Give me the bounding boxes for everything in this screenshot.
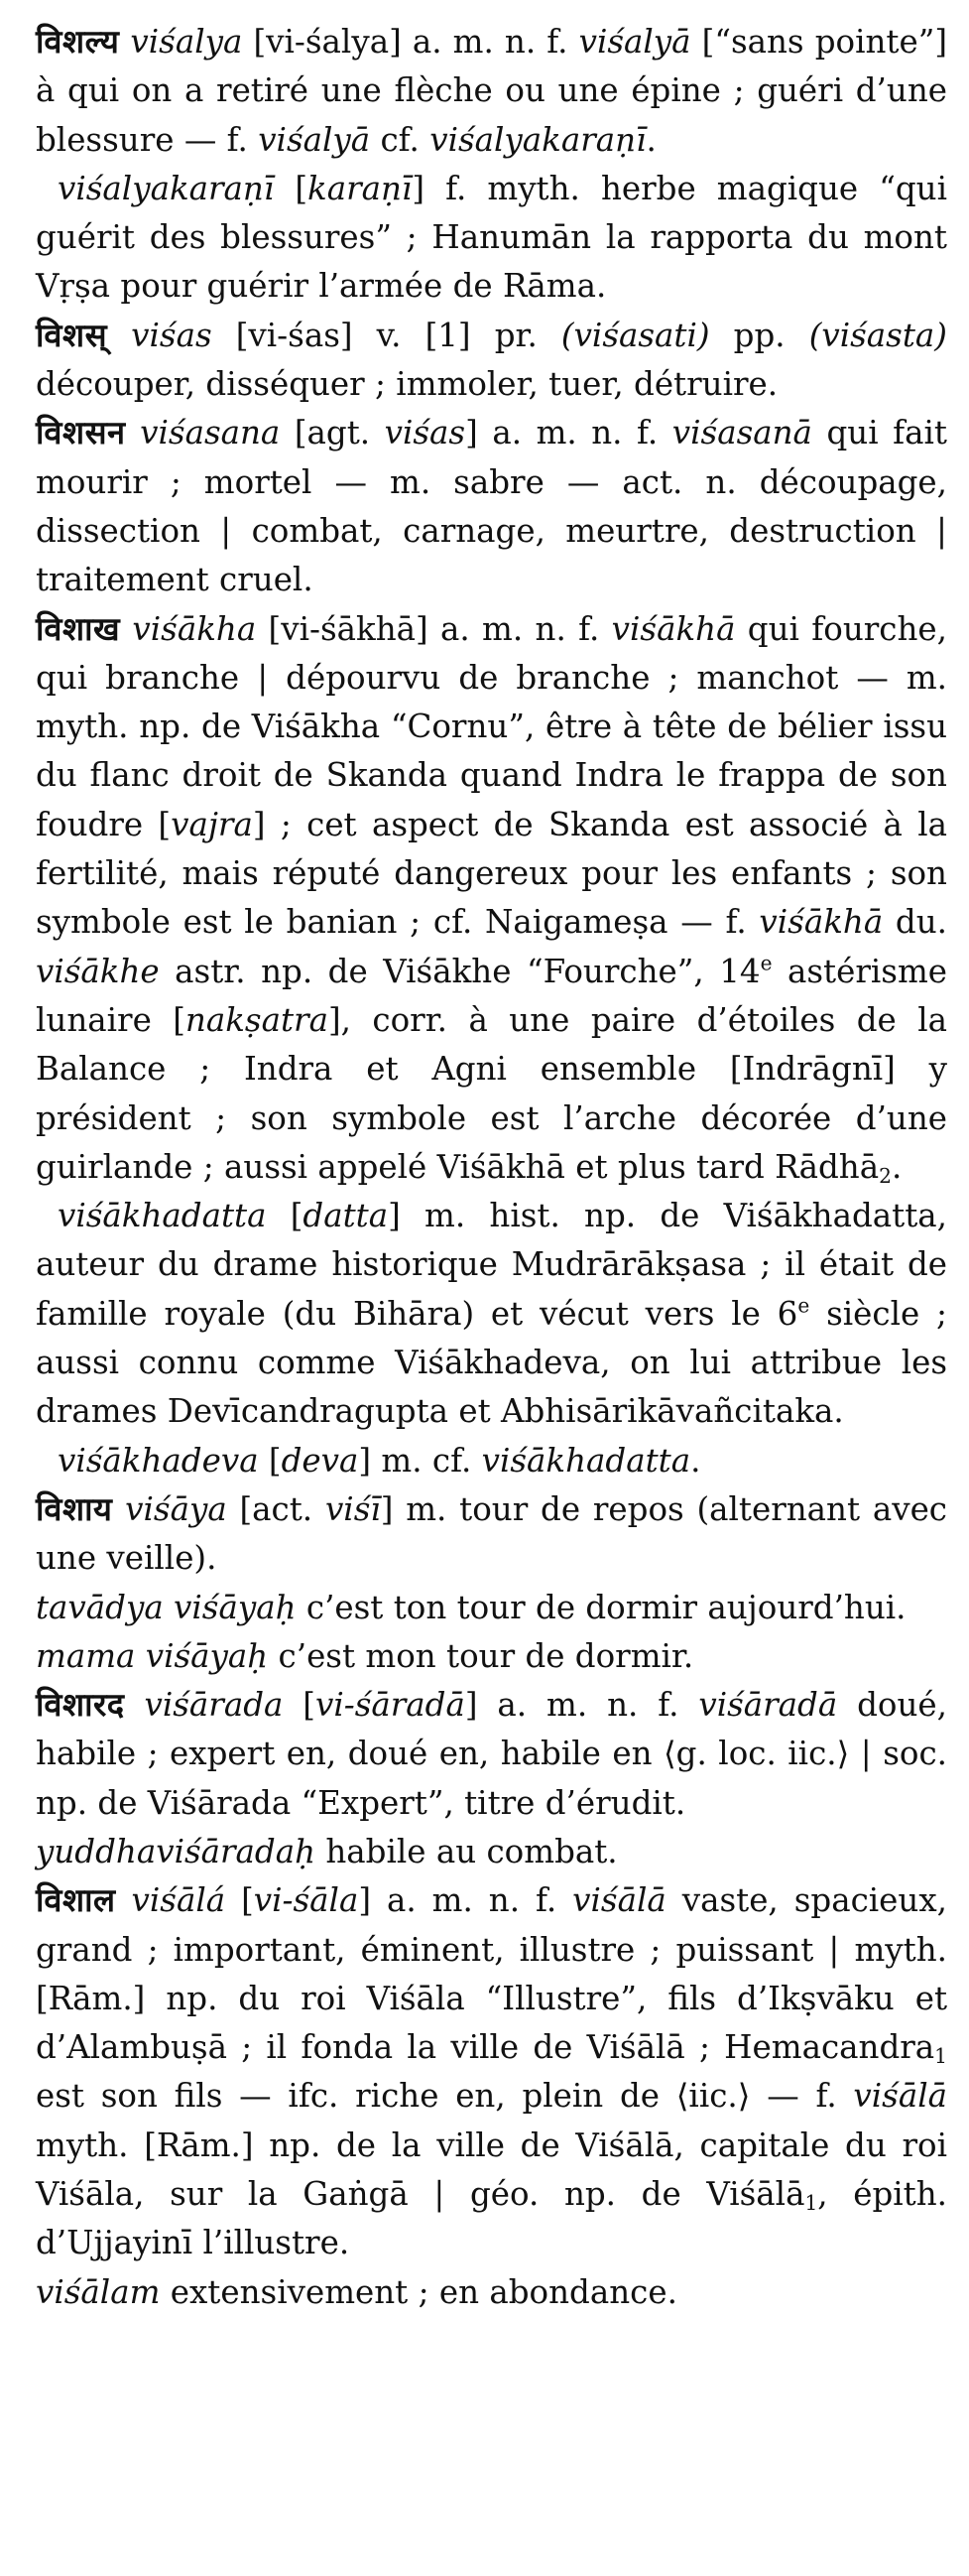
headword-devanagari: विशारद: [36, 1686, 125, 1725]
example-phrase: yuddhaviśāradaḥ habile au combat.: [36, 1832, 618, 1870]
headword-devanagari: विशाख: [36, 609, 121, 648]
headword-devanagari: विशस्: [36, 316, 108, 354]
entry-visasana: विशसन viśasana [agt. viśas] a. m. n. f. viśasanā qui fait mourir ; mortel — m. sabre — act. n. découpage, dissection | combat, carnage, meurtre, destruction | traitement cruel.: [36, 414, 947, 599]
example-phrase: viśālam extensivement ; en abondance.: [36, 2272, 677, 2311]
example-phrase: tavādya viśāyaḥ c’est ton tour de dormir aujourd’hui.: [36, 1588, 907, 1626]
subentry-visakhadeva: viśākhadeva [deva] m. cf. viśākhadatta.: [58, 1441, 701, 1480]
headword-transliteration: viśas: [131, 316, 212, 354]
headword-transliteration: viśāya: [125, 1489, 227, 1528]
entry-visas: विशस् viśas [vi-śas] v. [1] pr. (viśasati) pp. (viśasta) découper, disséquer ; immoler, tuer, détruire.: [36, 316, 947, 404]
entry-visalya: विशल्य viśalya [vi-śalya] a. m. n. f. viśalyā [“sans pointe”] à qui on a retiré une flèche ou une épine ; guéri d’une blessure — f. viśalyā cf. viśalyakaraṇī.: [36, 23, 947, 159]
headword-devanagari: विशसन: [36, 414, 126, 452]
headword-transliteration: viśākha: [132, 609, 257, 648]
headword-devanagari: विशाय: [36, 1489, 113, 1528]
headword-transliteration: viśasana: [140, 414, 281, 452]
entry-visaya: विशाय viśāya [act. viśī] m. tour de repos (alternant avec une veille).: [36, 1489, 948, 1578]
headword-transliteration: viśalya: [130, 23, 243, 61]
example-phrase: mama viśāyaḥ c’est mon tour de dormir.: [36, 1636, 694, 1675]
subentry-visalyakarani: viśalyakaraṇī [karaṇī] f. myth. herbe magique “qui guérit des blessures” ; Hanumān la rapporta du mont Vṛṣa pour guérir l’armée de Rāma.: [36, 169, 947, 306]
entry-visakha: विशाख viśākha [vi-śākhā] a. m. n. f. viśākhā qui fourche, qui branche | dépourvu de branche ; manchot — m. myth. np. de Viśākha “Cornu”, être à tête de bélier issu du flanc droit de Skanda quand Indra le frappa de son foudre [vajra] ; cet aspect de Skanda est associé à la fertilité, mais réputé dangereux pour les enfants ; son symbole est le banian ; cf. Naigameṣa — f. viśākhā du. viśākhe astr. np. de Viśākhe “Fourche”, 14e astérisme lunaire [nakṣatra], corr. à une paire d’étoiles de la Balance ; Indra et Agni ensemble [Indrāgnī] y président ; son symbole est l’arche décorée d’une guirlande ; aussi appelé Viśākhā et plus tard Rādhā$_2$.: [36, 609, 948, 1188]
headword-transliteration: viśārada: [144, 1686, 284, 1725]
subentry-visakhadatta: viśākhadatta [datta] m. hist. np. de Viśākhadatta, auteur du drame historique Mudrārākṣasa ; il était de famille royale (du Bihāra) et vécut vers le 6e siècle ; aussi connu comme Viśākhadeva, on lui attribue les drames Devīcandragupta et Abhisārikāvañcitaka.: [36, 1197, 948, 1431]
headword-transliteration: viśālá: [131, 1881, 226, 1920]
headword-devanagari: विशल्य: [36, 23, 120, 61]
entry-visarada: विशारद viśārada [vi-śāradā] a. m. n. f. viśāradā doué, habile ; expert en, doué en, habile en ⟨g. loc. iic.⟩ | soc. np. de Viśārada “Expert”, titre d’érudit.: [36, 1686, 947, 1822]
headword-devanagari: विशाल: [36, 1881, 116, 1920]
entry-visala: विशाल viśālá [vi-śāla] a. m. n. f. viśālā vaste, spacieux, grand ; important, éminent, illustre ; puissant | myth. [Rām.] np. du roi Viśāla “Illustre”, fils d’Ikṣvāku et d’Alambuṣā ; il fonda la ville de Viśālā ; Hemacandra$_1$ est son fils — ifc. riche en, plein de ⟨iic.⟩ — f. viśālā myth. [Rām.] np. de la ville de Viśālā, capitale du roi Viśāla, sur la Gaṅgā | géo. np. de Viśālā$_1$, épith. d’Ujjayinī l’illustre.: [36, 1881, 948, 2262]
